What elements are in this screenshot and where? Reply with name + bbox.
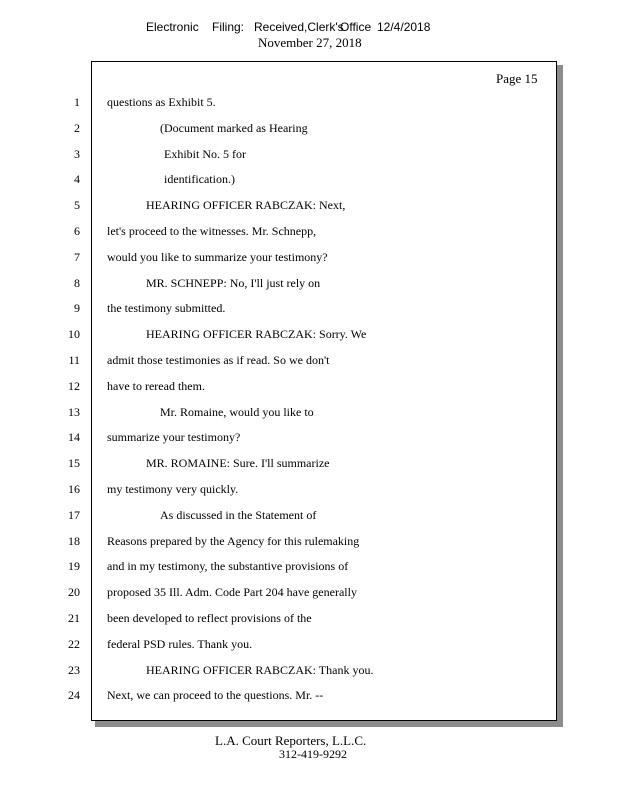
line-number: 6 xyxy=(74,224,80,238)
line-number: 19 xyxy=(68,559,80,573)
transcript-line: MR. SCHNEPP: No, I'll just rely on xyxy=(146,276,321,290)
transcript-line: been developed to reflect provisions of the xyxy=(107,611,312,625)
footer-phone: 312-419-9292 xyxy=(279,747,347,761)
line-number: 2 xyxy=(74,121,80,135)
transcript-line: identification.) xyxy=(164,172,235,186)
transcript-line: (Document marked as Hearing xyxy=(160,121,308,135)
transcript-line: questions as Exhibit 5. xyxy=(107,95,216,109)
line-number: 4 xyxy=(74,172,80,186)
line-number: 8 xyxy=(74,276,80,290)
transcript-line: HEARING OFFICER RABCZAK: Next, xyxy=(146,198,346,212)
transcript-line: Mr. Romaine, would you like to xyxy=(160,405,314,419)
transcript-line: have to reread them. xyxy=(107,379,205,393)
line-number: 23 xyxy=(68,663,80,677)
line-number: 14 xyxy=(68,430,80,444)
page-number: Page 15 xyxy=(496,71,538,86)
line-number: 7 xyxy=(74,250,80,264)
line-number: 13 xyxy=(68,405,80,419)
transcript-line: HEARING OFFICER RABCZAK: Thank you. xyxy=(146,663,374,677)
transcript-line: the testimony submitted. xyxy=(107,301,226,315)
line-number: 3 xyxy=(74,147,80,161)
footer-firm: L.A. Court Reporters, L.L.C. xyxy=(215,733,367,748)
transcript-line: proposed 35 Ill. Adm. Code Part 204 have generally xyxy=(107,585,357,599)
transcript-line: and in my testimony, the substantive provisions of xyxy=(107,559,349,573)
line-number: 10 xyxy=(68,327,80,341)
line-number: 11 xyxy=(68,353,80,367)
transcript-line: federal PSD rules. Thank you. xyxy=(107,637,253,651)
line-number: 21 xyxy=(68,611,80,625)
transcript-line: MR. ROMAINE: Sure. I'll summarize xyxy=(146,456,330,470)
line-number: 22 xyxy=(68,637,80,651)
filing-stamp xyxy=(146,20,430,34)
stamp-word: Office xyxy=(340,20,372,34)
line-number: 15 xyxy=(68,456,80,470)
transcript-line: let's proceed to the witnesses. Mr. Schnepp, xyxy=(107,224,317,238)
line-number: 1 xyxy=(74,95,80,109)
line-number: 18 xyxy=(68,534,80,548)
line-number: 5 xyxy=(74,198,80,212)
line-number: 9 xyxy=(74,301,80,315)
transcript-line: would you like to summarize your testimony? xyxy=(107,250,328,264)
line-number: 16 xyxy=(68,482,80,496)
stamp-word: Electronic xyxy=(146,20,199,34)
filed-date: November 27, 2018 xyxy=(258,35,362,50)
transcript-line: my testimony very quickly. xyxy=(107,482,239,496)
transcript-line: admit those testimonies as if read. So we don't xyxy=(107,353,330,367)
transcript-line: Next, we can proceed to the questions. Mr. -- xyxy=(107,688,324,702)
stamp-date: 12/4/2018 xyxy=(377,20,431,34)
transcript-line: As discussed in the Statement of xyxy=(160,508,317,522)
line-number: 17 xyxy=(68,508,80,522)
transcript-line: Exhibit No. 5 for xyxy=(164,147,246,161)
transcript-line: summarize your testimony? xyxy=(107,430,241,444)
line-number: 24 xyxy=(68,688,80,702)
stamp-word: Filing: xyxy=(212,20,245,34)
transcript-line: Reasons prepared by the Agency for this rulemaking xyxy=(107,534,360,548)
stamp-word: Received,Clerk's xyxy=(254,20,344,34)
line-number: 20 xyxy=(68,585,80,599)
transcript-line: HEARING OFFICER RABCZAK: Sorry. We xyxy=(146,327,367,341)
line-number: 12 xyxy=(68,379,80,393)
